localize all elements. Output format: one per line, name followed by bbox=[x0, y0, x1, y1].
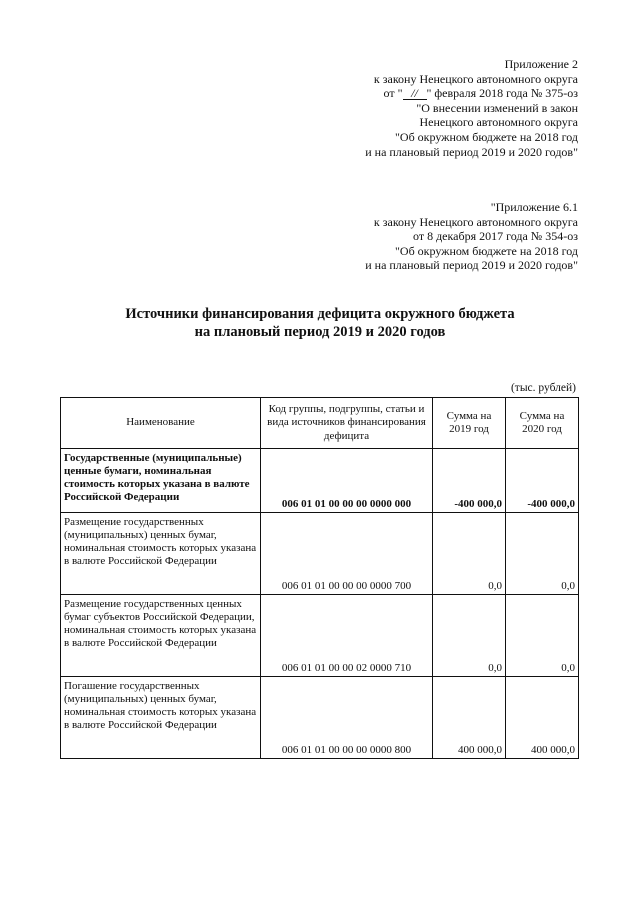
row-code: 006 01 01 00 00 02 0000 710 bbox=[261, 595, 433, 677]
row-sum-2020: 0,0 bbox=[506, 513, 579, 595]
appendix-2-line: и на плановый период 2019 и 2020 годов" bbox=[365, 144, 578, 159]
appendix-2-line: к закону Ненецкого автономного округа bbox=[373, 71, 578, 86]
appendix-6-1-line: "Об окружном бюджете на 2018 год bbox=[395, 243, 578, 258]
table-header-row bbox=[61, 398, 579, 449]
units-label: (тыс. рублей) bbox=[510, 382, 576, 394]
appendix-2-date-line bbox=[365, 86, 578, 101]
row-sum-2019: 0,0 bbox=[433, 513, 506, 595]
row-name: Размещение государственных ценных бумаг субъектов Российской Федерации, номинальная стоимость которых указана в валюте Российской Федерации bbox=[61, 595, 261, 677]
table-row bbox=[61, 595, 579, 677]
appendix-2-line: "О внесении изменений в закон bbox=[416, 100, 578, 115]
appendix-6-1-line: к закону Ненецкого автономного округа bbox=[373, 214, 578, 229]
header-sum-2019: Сумма на 2019 год bbox=[433, 398, 506, 449]
row-sum-2019: 400 000,0 bbox=[433, 677, 506, 759]
row-sum-2020: -400 000,0 bbox=[506, 449, 579, 513]
appendix-6-1-line: от 8 декабря 2017 года № 354-оз bbox=[412, 229, 578, 244]
financing-sources-table bbox=[60, 397, 579, 759]
title-line: на плановый период 2019 и 2020 годов bbox=[194, 324, 446, 340]
date-suffix: " февраля 2018 года № 375-оз bbox=[426, 86, 578, 101]
table-row bbox=[61, 449, 579, 513]
appendix-6-1-line: "Приложение 6.1 bbox=[490, 200, 578, 214]
row-name: Погашение государственных (муниципальных) ценных бумаг, номинальная стоимость которых указана в валюте Российской Федерации bbox=[61, 677, 261, 759]
appendix-6-1-line: и на плановый период 2019 и 2020 годов" bbox=[365, 258, 578, 273]
row-name: Государственные (муниципальные) ценные бумаги, номинальная стоимость которых указана в валюте Российской Федерации bbox=[61, 449, 261, 513]
appendix-6-1-header bbox=[365, 200, 578, 273]
row-sum-2020: 400 000,0 bbox=[506, 677, 579, 759]
row-code: 006 01 01 00 00 00 0000 800 bbox=[261, 677, 433, 759]
title-line: Источники финансирования дефицита окружного бюджета bbox=[125, 306, 515, 322]
row-name: Размещение государственных (муниципальных) ценных бумаг, номинальная стоимость которых указана в валюте Российской Федерации bbox=[61, 513, 261, 595]
row-code: 006 01 01 00 00 00 0000 000 bbox=[261, 449, 433, 513]
header-sum-2020: Сумма на 2020 год bbox=[506, 398, 579, 449]
handwritten-day: // bbox=[403, 87, 427, 100]
document-title bbox=[0, 305, 640, 341]
row-sum-2019: 0,0 bbox=[433, 595, 506, 677]
row-code: 006 01 01 00 00 00 0000 700 bbox=[261, 513, 433, 595]
header-code: Код группы, подгруппы, статьи и вида источников финансирования дефицита bbox=[261, 398, 433, 449]
row-sum-2019: -400 000,0 bbox=[433, 449, 506, 513]
table-row bbox=[61, 513, 579, 595]
appendix-2-header bbox=[365, 57, 578, 159]
appendix-2-line: Ненецкого автономного округа bbox=[419, 115, 578, 130]
appendix-2-line: "Об окружном бюджете на 2018 год bbox=[395, 129, 578, 144]
row-sum-2020: 0,0 bbox=[506, 595, 579, 677]
table-row bbox=[61, 677, 579, 759]
date-prefix: от " bbox=[383, 86, 403, 101]
header-name: Наименование bbox=[61, 398, 261, 449]
appendix-2-line: Приложение 2 bbox=[504, 57, 578, 71]
